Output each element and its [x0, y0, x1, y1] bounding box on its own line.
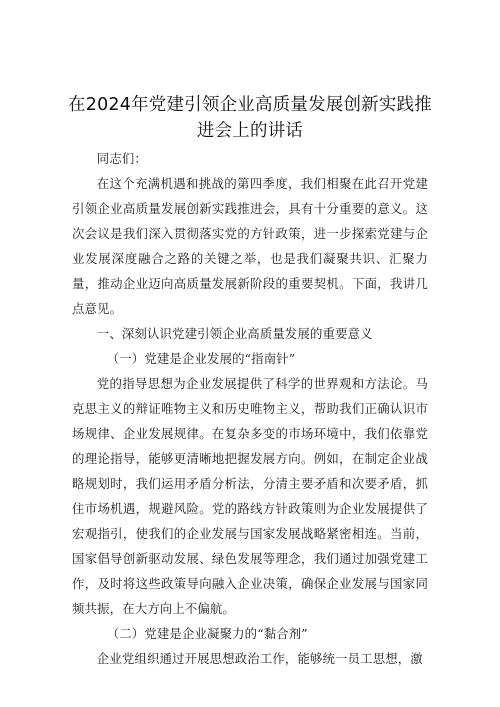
intro-paragraph: 在这个充满机遇和挑战的第四季度，我们相聚在此召开党建引领企业高质量发展创新实践推进会，具有十分重要的意义。这次会议是我们深入贯彻落实党的方针政策，进一步探索党建与企业发展深度融合之路的关键之举，也是我们凝聚共识、汇聚力量，推动企业迈向高质量发展新阶段的重要契机。下面，我讲几点意见。 [72, 176, 428, 316]
title-line-2: 进会上的讲话 [196, 121, 304, 141]
subsection-2-paragraph: 企业党组织通过开展思想政治工作，能够统一员工思想，激 [96, 651, 423, 666]
document-body [72, 146, 428, 671]
subsection-1-paragraph: 党的指导思想为企业发展提供了科学的世界观和方法论。马克思主义的辩证唯物主义和历史唯物主义，帮助我们正确认识市场规律、企业发展规律。在复杂多变的市场环境中，我们依靠党的理论指导，能够更清晰地把握发展方向。例如，在制定企业战略规划时，我们运用矛盾分析法，分清主要矛盾和次要矛盾，抓住市场机遇，规避风险。党的路线方针政策则为企业发展提供了宏观指引，使我们的企业发展与国家发展战略紧密相连。当前，国家倡导创新驱动发展、绿色发展等理念，我们通过加强党建工作，及时将这些政策导向融入企业决策，确保企业发展与国家同频共振，在大方向上不偏航。 [72, 376, 428, 616]
title-line-1: 在2024年党建引领企业高质量发展创新实践推 [68, 95, 432, 115]
salutation: 同志们： [96, 151, 147, 166]
section-1-heading: 一、深刻认识党建引领企业高质量发展的重要意义 [96, 326, 373, 341]
subsection-1-heading: （一）党建是企业发展的“指南针” [106, 351, 296, 366]
document-title [60, 92, 440, 144]
subsection-2-heading: （二）党建是企业凝聚力的“黏合剂” [106, 626, 308, 641]
